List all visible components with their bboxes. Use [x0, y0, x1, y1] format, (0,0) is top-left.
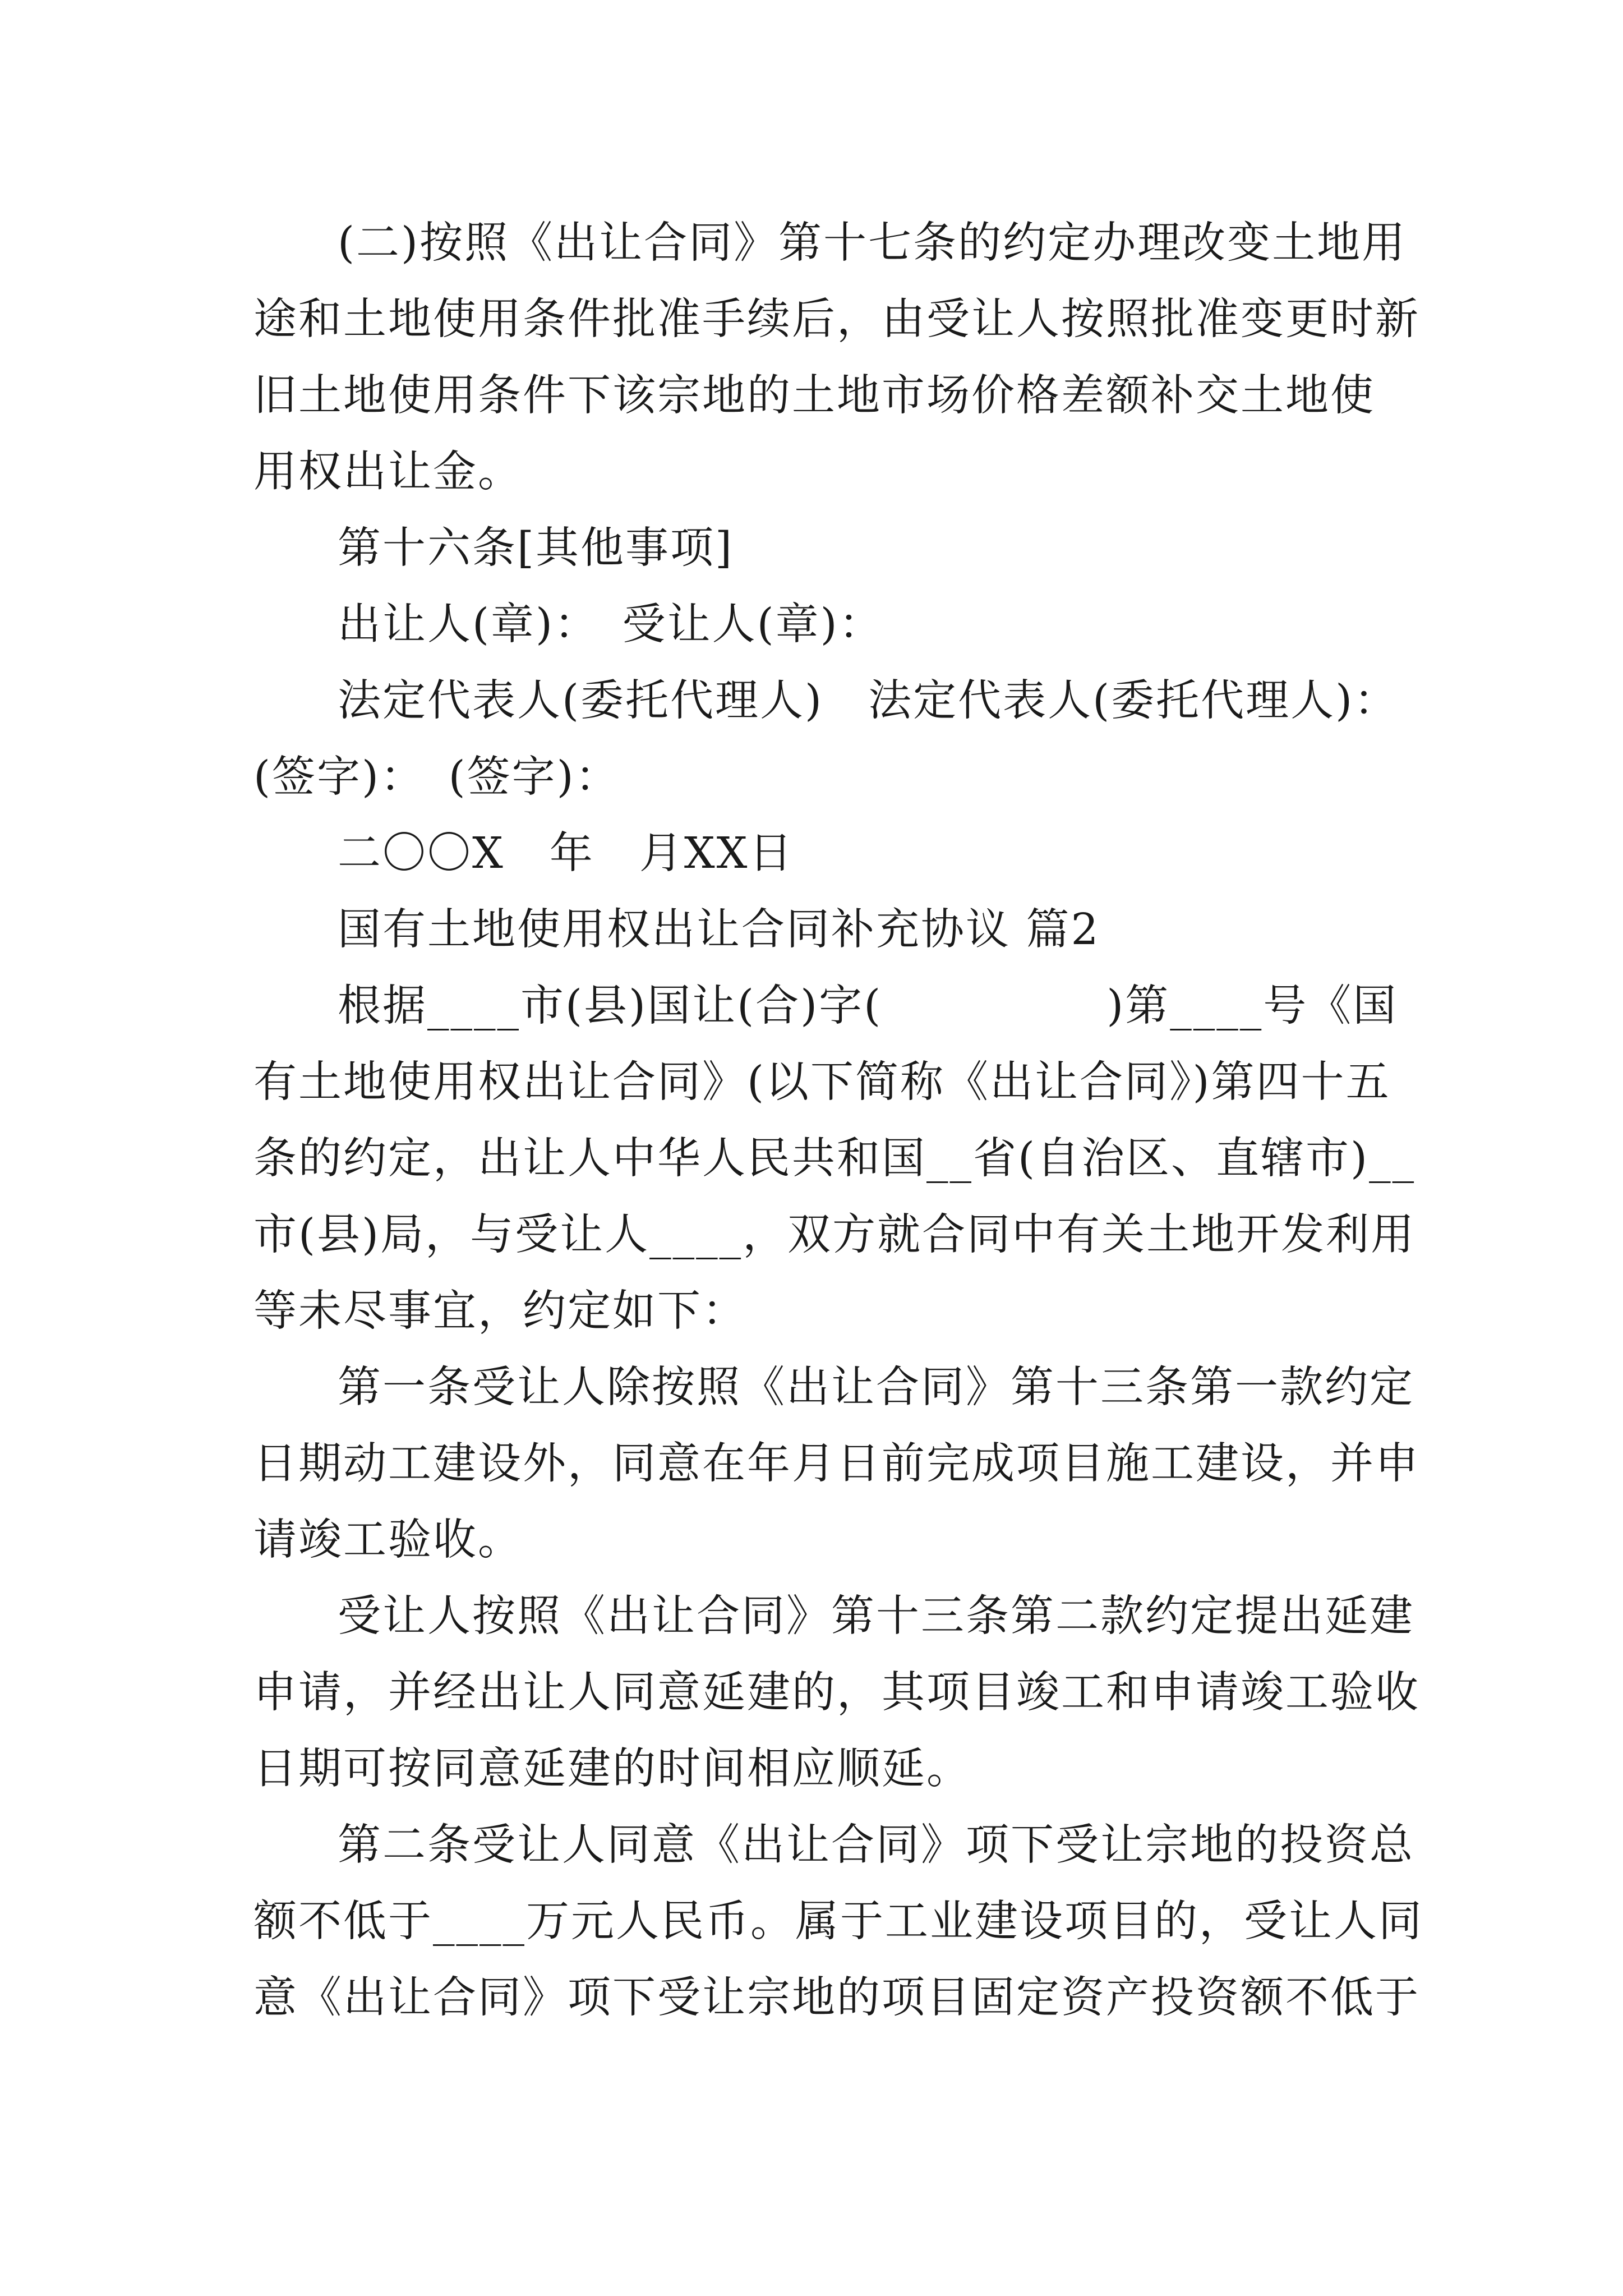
- text-line: 额不低于____万元人民币。属于工业建设项目的，受让人同: [253, 1897, 1423, 1947]
- article-heading: 第十六条[其他事项]: [338, 523, 734, 573]
- text-line: 受让人按照《出让合同》第十三条第二款约定提出延建: [338, 1591, 1414, 1641]
- text-line: 第二条受让人同意《出让合同》项下受让宗地的投资总: [338, 1820, 1414, 1870]
- text-line: 日期动工建设外，同意在年月日前完成项目施工建设，并申: [253, 1439, 1420, 1489]
- text-line: 根据____市(县)国让(合)字( )第____号《国: [338, 981, 1398, 1031]
- text-line: 日期可按同意延建的时间相应顺延。: [253, 1744, 971, 1794]
- text-line: 旧土地使用条件下该宗地的土地市场价格差额补交土地使: [253, 371, 1375, 421]
- seal-line: 出让人(章)： 受让人(章)：: [338, 600, 884, 650]
- text-line: 有土地使用权出让合同》(以下简称《出让合同》)第四十五: [253, 1057, 1391, 1107]
- text-line: 第一条受让人除按照《出让合同》第十三条第一款约定: [338, 1363, 1414, 1412]
- text-line: 申请，并经出让人同意延建的，其项目竣工和申请竣工验收: [253, 1668, 1420, 1718]
- text-line: 等未尽事宜，约定如下：: [253, 1286, 747, 1336]
- text-line: 条的约定，出让人中华人民共和国__省(自治区、直辖市)__: [253, 1134, 1416, 1184]
- section-title: 国有土地使用权出让合同补充协议 篇2: [338, 905, 1100, 955]
- text-line: 请竣工验收。: [253, 1515, 523, 1565]
- representative-line: 法定代表人(委托代理人) 法定代表人(委托代理人)：: [338, 676, 1399, 726]
- text-line: 用权出让金。: [253, 447, 523, 497]
- text-line: (二)按照《出让合同》第十七条的约定办理改变土地用: [338, 218, 1407, 268]
- text-line: 途和土地使用条件批准手续后，由受让人按照批准变更时新: [253, 295, 1420, 344]
- text-line: 意《出让合同》项下受让宗地的项目固定资产投资额不低于: [253, 1973, 1420, 2023]
- text-line: 市(县)局，与受让人____，双方就合同中有关土地开发利用: [253, 1210, 1416, 1260]
- signature-line: (签字)： (签字)：: [253, 752, 620, 802]
- date-line: 二〇〇X 年 月XX日: [338, 829, 794, 878]
